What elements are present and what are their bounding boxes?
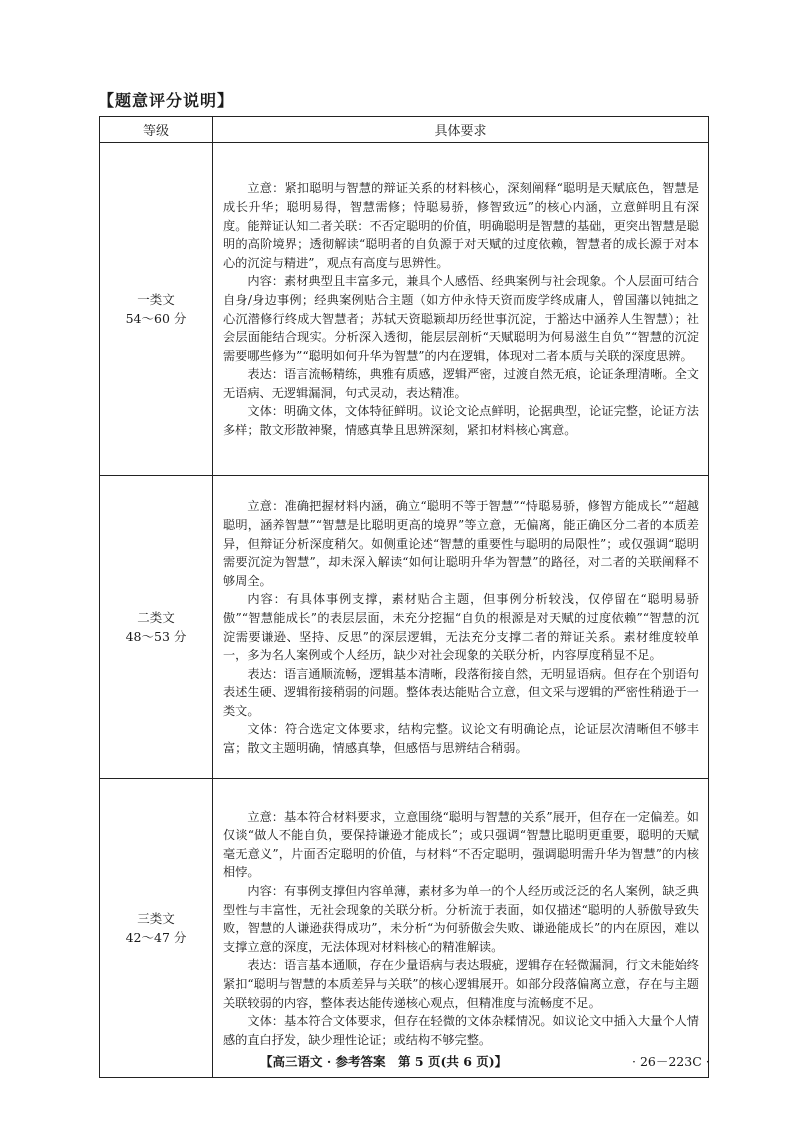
criterion-表达: 表达：语言流畅精练，典雅有质感，逻辑严密，过渡自然无痕，论证条理清晰。全文无语病、无逻辑漏洞，句式灵动，表达精准。 [223,367,699,400]
requirements-cell [213,779,709,1078]
grade-cell [100,143,213,476]
criterion-立意: 立意：基本符合材料要求，立意围绕“聪明与智慧的关系”展开，但存在一定偏差。如仅谈“做人不能自负，要保持谦逊才能成长”；或只强调“智慧比聪明更重要，聪明的天赋毫无意义”，片面否定聪明的价值，与材料“不否定聪明，强调聪明需升华为智慧”的内核相悖。 [223,809,699,880]
grade-label: 一类文 [137,292,175,307]
grade-score: 42～47 分 [125,930,187,945]
requirements-cell [213,143,709,476]
criterion-文体: 文体：符合选定文体要求，结构完整。议论文有明确论点，论证层次清晰但不够丰富；散文主题明确，情感真挚，但感悟与思辨结合稍弱。 [223,722,699,756]
table-header-row [100,117,709,143]
criterion-文体: 文体：基本符合文体要求，但存在轻微的文体杂糅情况。如议论文中插入大量个人情感的直白抒发，缺少理性论证；或结构不够完整。 [223,1014,699,1047]
scoring-table [99,116,709,1078]
column-header-requirements: 具体要求 [213,117,709,143]
criterion-表达: 表达：语言通顺流畅，逻辑基本清晰，段落衔接自然，无明显语病。但存在个别语句表述生硬、逻辑衔接稍弱的问题。整体表达能贴合立意，但文采与逻辑的严密性稍逊于一类文。 [223,666,699,718]
criterion-内容: 内容：素材典型且丰富多元，兼具个人感悟、经典案例与社会现象。个人层面可结合自身/身边事例；经典案例贴合主题（如方仲永恃天资而废学终成庸人，曾国藩以钝拙之心沉潜修行终成大智慧者；苏轼天资聪颖却历经世事沉淀，于豁达中涵养人生智慧）；社会层面能结合现实。分析深入透彻，能层层剖析“天赋聪明为何易滋生自负”“智慧的沉淀需要哪些修为”“聪明如何升华为智慧”的内在逻辑，体现对二者本质与关联的深度思辨。 [223,274,699,363]
table-row [100,476,709,779]
grade-label: 二类文 [137,610,175,625]
footer-page-code: · 26－223C · [632,1054,710,1069]
criterion-立意: 立意：紧扣聪明与智慧的辩证关系的材料核心，深刻阐释“聪明是天赋底色，智慧是成长升华；聪明易得，智慧需修；恃聪易骄，修智致远”的核心内涵，立意鲜明且有深度。能辩证认知二者关联：不否定聪明的价值，明确聪明是智慧的基础，更突出智慧是聪明的高阶境界；透彻解读“聪明者的自负源于对天赋的过度依赖，智慧者的成长源于对本心的沉淀与精进”，观点有高度与思辨性。 [223,181,699,270]
table-row [100,143,709,476]
grade-cell [100,779,213,1078]
page-heading: 【题意评分说明】 [98,91,235,110]
criterion-文体: 文体：明确文体，文体特征鲜明。议论文论点鲜明，论据典型，论证完整，论证方法多样；散文形散神聚，情感真挚且思辨深刻，紧扣材料核心寓意。 [223,404,699,438]
criterion-内容: 内容：有具体事例支撑，素材贴合主题，但事例分析较浅，仅停留在“聪明易骄傲”“智慧能成长”的表层层面，未充分挖掘“自负的根源是对天赋的过度依赖”“智慧的沉淀需要谦逊、坚持、反思”的深层逻辑，无法充分支撑二者的辩证关系。素材维度较单一，多为名人案例或个人经历，缺少对社会现象的关联分析，内容厚度稍显不足。 [223,592,699,663]
grade-cell [100,476,213,779]
requirements-cell [213,476,709,779]
column-header-grade: 等级 [100,117,213,143]
criterion-表达: 表达：语言基本通顺，存在少量语病与表达瑕疵，逻辑存在轻微漏洞，行文未能始终紧扣“聪明与智慧的本质差异与关联”的核心逻辑展开。如部分段落偏离立意，存在与主题关联较弱的内容，整体表达能传递核心观点，但精准度与流畅度不足。 [223,958,699,1010]
grade-score: 48～53 分 [125,629,187,644]
footer-title: 【高三语文 · 参考答案 第 5 页(共 6 页)】 [260,1054,508,1069]
criterion-内容: 内容：有事例支撑但内容单薄，素材多为单一的个人经历或泛泛的名人案例，缺乏典型性与丰富性，无社会现象的关联分析。分析流于表面，如仅描述“聪明的人骄傲导致失败，智慧的人谦逊获得成功”，未分析“为何骄傲会失败、谦逊能成长”的内在原因，难以支撑立意的深度，无法体现对材料核心的精准解读。 [223,884,699,954]
table-row [100,779,709,1078]
grade-label: 三类文 [137,911,175,926]
grade-score: 54～60 分 [125,311,187,326]
criterion-立意: 立意：准确把握材料内涵，确立“聪明不等于智慧”“恃聪易骄，修智方能成长”“超越聪明，涵养智慧”“智慧是比聪明更高的境界”等立意，无偏离，能正确区分二者的本质差异，但辩证分析深度稍欠。如侧重论述“智慧的重要性与聪明的局限性”；或仅强调“聪明需要沉淀为智慧”，却未深入解读“如何让聪明升华为智慧”的路径，对二者的关联阐释不够周全。 [223,499,699,588]
